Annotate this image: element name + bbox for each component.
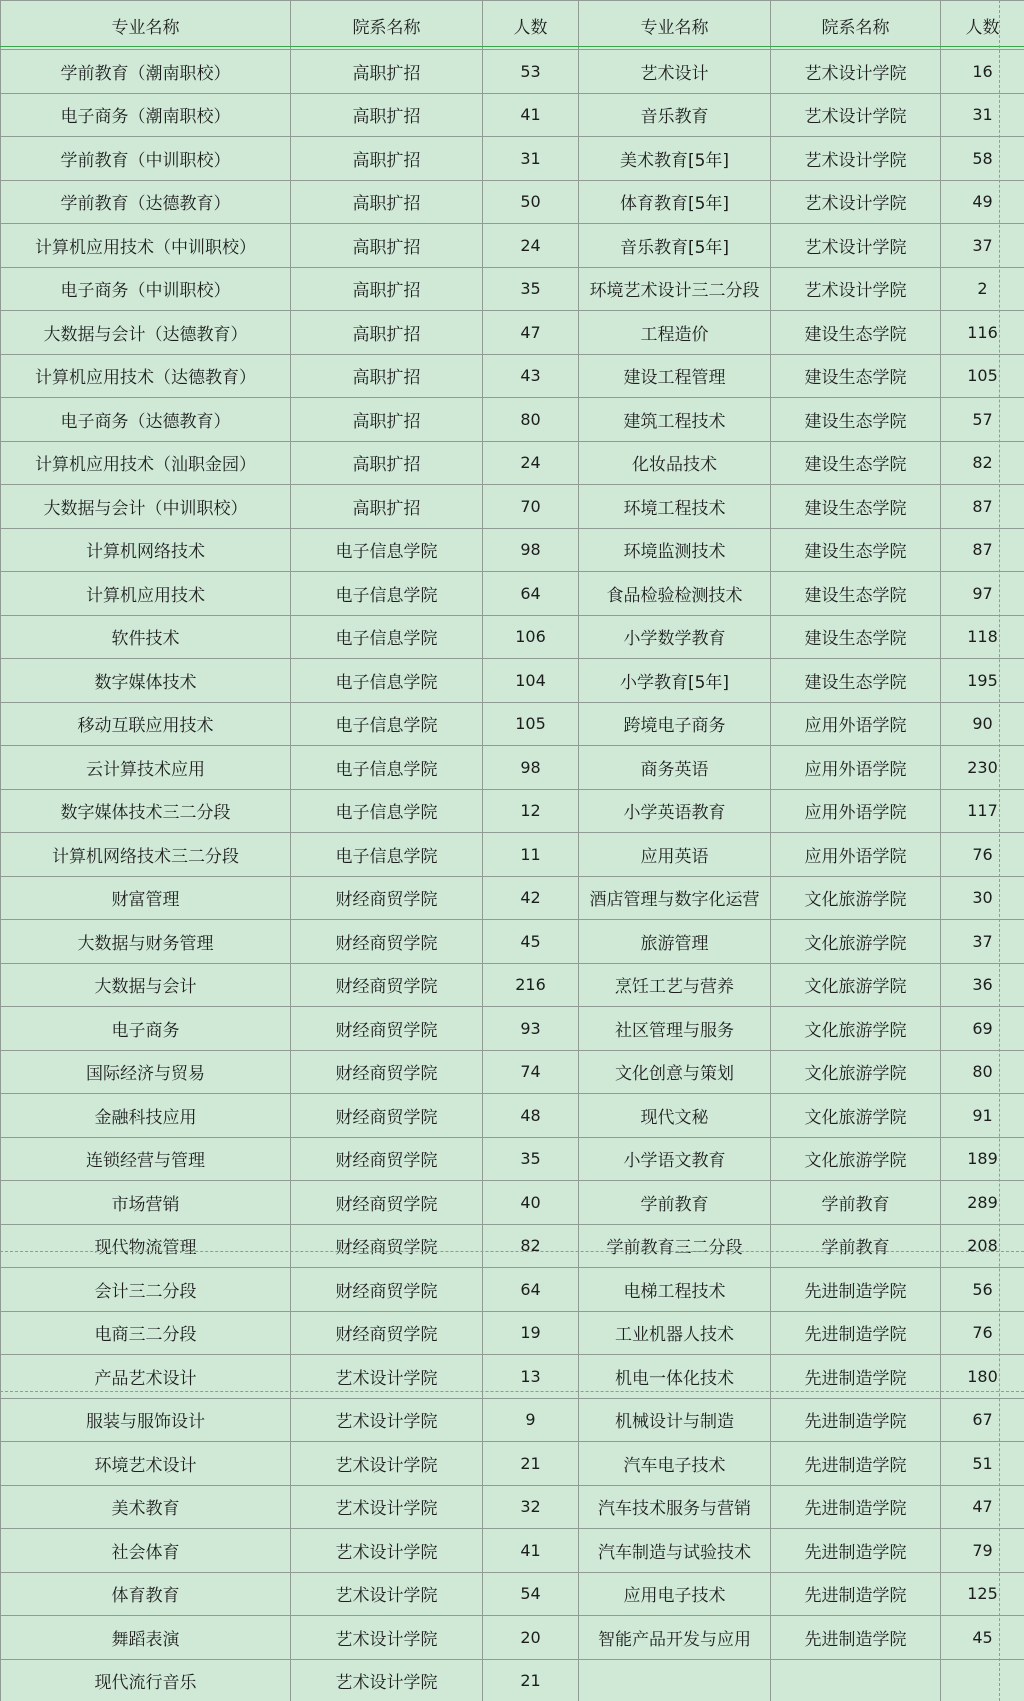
cell-major-left: 现代流行音乐 — [1, 1659, 291, 1701]
cell-major-right: 环境工程技术 — [579, 485, 771, 529]
cell-department-left: 高职扩招 — [291, 50, 483, 94]
cell-department-right: 应用外语学院 — [771, 833, 941, 877]
table-body — [1, 1, 1024, 1701]
table-row — [1, 659, 1024, 703]
cell-department-right: 先进制造学院 — [771, 1355, 941, 1399]
cell-department-right: 建设生态学院 — [771, 528, 941, 572]
cell-count-left: 9 — [483, 1398, 579, 1442]
cell-major-left: 社会体育 — [1, 1529, 291, 1573]
cell-count-left: 216 — [483, 963, 579, 1007]
cell-major-right: 小学数学教育 — [579, 615, 771, 659]
cell-count-right: 76 — [941, 833, 1024, 877]
cell-count-right: 180 — [941, 1355, 1024, 1399]
cell-major-right: 食品检验检测技术 — [579, 572, 771, 616]
cell-count-left: 32 — [483, 1485, 579, 1529]
cell-department-right: 应用外语学院 — [771, 789, 941, 833]
cell-count-left: 82 — [483, 1224, 579, 1268]
cell-count-left: 45 — [483, 920, 579, 964]
cell-department-left: 高职扩招 — [291, 180, 483, 224]
table-row — [1, 876, 1024, 920]
cell-count-left: 19 — [483, 1311, 579, 1355]
cell-major-left: 计算机应用技术（达德教育） — [1, 354, 291, 398]
cell-count-left: 106 — [483, 615, 579, 659]
header-count-left: 人数 — [483, 1, 579, 50]
cell-count-right: 117 — [941, 789, 1024, 833]
cell-major-right: 电梯工程技术 — [579, 1268, 771, 1312]
cell-count-left: 31 — [483, 137, 579, 181]
table-row — [1, 137, 1024, 181]
cell-major-right: 建筑工程技术 — [579, 398, 771, 442]
table-row — [1, 267, 1024, 311]
cell-major-right: 音乐教育[5年] — [579, 224, 771, 268]
cell-major-left: 数字媒体技术三二分段 — [1, 789, 291, 833]
cell-department-left: 艺术设计学院 — [291, 1442, 483, 1486]
table-row — [1, 615, 1024, 659]
table-row — [1, 1442, 1024, 1486]
cell-major-left: 市场营销 — [1, 1181, 291, 1225]
cell-count-right: 87 — [941, 485, 1024, 529]
cell-count-left: 21 — [483, 1659, 579, 1701]
cell-major-right: 汽车制造与试验技术 — [579, 1529, 771, 1573]
cell-count-right: 80 — [941, 1050, 1024, 1094]
cell-department-right: 艺术设计学院 — [771, 224, 941, 268]
cell-department-left: 财经商贸学院 — [291, 1181, 483, 1225]
cell-department-left: 财经商贸学院 — [291, 1007, 483, 1051]
cell-department-left: 高职扩招 — [291, 354, 483, 398]
cell-department-left: 财经商贸学院 — [291, 1050, 483, 1094]
cell-count-right: 31 — [941, 93, 1024, 137]
cell-major-left: 电子商务（中训职校） — [1, 267, 291, 311]
cell-major-left: 大数据与会计 — [1, 963, 291, 1007]
cell-department-right: 艺术设计学院 — [771, 50, 941, 94]
cell-department-right: 艺术设计学院 — [771, 267, 941, 311]
cell-count-left: 53 — [483, 50, 579, 94]
cell-department-right: 艺术设计学院 — [771, 93, 941, 137]
cell-department-left: 财经商贸学院 — [291, 1311, 483, 1355]
cell-department-left: 高职扩招 — [291, 485, 483, 529]
cell-major-right: 烹饪工艺与营养 — [579, 963, 771, 1007]
cell-major-left: 现代物流管理 — [1, 1224, 291, 1268]
cell-department-right: 建设生态学院 — [771, 485, 941, 529]
cell-count-left: 74 — [483, 1050, 579, 1094]
cell-major-right: 跨境电子商务 — [579, 702, 771, 746]
table-row — [1, 93, 1024, 137]
table-row — [1, 1398, 1024, 1442]
cell-department-right: 先进制造学院 — [771, 1529, 941, 1573]
cell-major-left: 环境艺术设计 — [1, 1442, 291, 1486]
cell-department-right: 先进制造学院 — [771, 1268, 941, 1312]
cell-department-right: 先进制造学院 — [771, 1398, 941, 1442]
cell-count-right: 208 — [941, 1224, 1024, 1268]
table-row — [1, 528, 1024, 572]
cell-count-right: 91 — [941, 1094, 1024, 1138]
cell-major-right: 文化创意与策划 — [579, 1050, 771, 1094]
table-row — [1, 789, 1024, 833]
header-department-right: 院系名称 — [771, 1, 941, 50]
cell-department-right: 先进制造学院 — [771, 1572, 941, 1616]
cell-count-right: 79 — [941, 1529, 1024, 1573]
cell-count-left: 21 — [483, 1442, 579, 1486]
cell-count-left: 35 — [483, 1137, 579, 1181]
cell-department-right: 文化旅游学院 — [771, 1137, 941, 1181]
cell-department-left: 艺术设计学院 — [291, 1529, 483, 1573]
table-row — [1, 920, 1024, 964]
cell-department-right: 艺术设计学院 — [771, 137, 941, 181]
cell-count-left: 64 — [483, 572, 579, 616]
cell-department-right: 先进制造学院 — [771, 1442, 941, 1486]
cell-count-left: 64 — [483, 1268, 579, 1312]
cell-major-left: 产品艺术设计 — [1, 1355, 291, 1399]
cell-department-left: 高职扩招 — [291, 93, 483, 137]
cell-count-right: 56 — [941, 1268, 1024, 1312]
cell-major-right: 化妆品技术 — [579, 441, 771, 485]
cell-major-right: 应用电子技术 — [579, 1572, 771, 1616]
table-header-row — [1, 1, 1024, 50]
cell-department-right: 文化旅游学院 — [771, 920, 941, 964]
cell-count-right — [941, 1659, 1024, 1701]
cell-count-right: 189 — [941, 1137, 1024, 1181]
cell-major-right: 体育教育[5年] — [579, 180, 771, 224]
cell-major-left: 云计算技术应用 — [1, 746, 291, 790]
cell-count-left: 24 — [483, 441, 579, 485]
cell-major-left: 计算机应用技术 — [1, 572, 291, 616]
table-row — [1, 1050, 1024, 1094]
cell-major-left: 大数据与会计（中训职校） — [1, 485, 291, 529]
cell-department-left: 电子信息学院 — [291, 746, 483, 790]
cell-count-left: 47 — [483, 311, 579, 355]
header-major-left: 专业名称 — [1, 1, 291, 50]
cell-department-left: 电子信息学院 — [291, 528, 483, 572]
cell-major-right: 现代文秘 — [579, 1094, 771, 1138]
cell-count-left: 20 — [483, 1616, 579, 1660]
cell-count-left: 24 — [483, 224, 579, 268]
cell-count-left: 41 — [483, 1529, 579, 1573]
cell-major-right: 酒店管理与数字化运营 — [579, 876, 771, 920]
cell-count-left: 54 — [483, 1572, 579, 1616]
cell-department-right: 学前教育 — [771, 1181, 941, 1225]
cell-major-right: 机电一体化技术 — [579, 1355, 771, 1399]
cell-major-right: 小学教育[5年] — [579, 659, 771, 703]
cell-major-right: 艺术设计 — [579, 50, 771, 94]
cell-count-right: 69 — [941, 1007, 1024, 1051]
cell-major-left: 美术教育 — [1, 1485, 291, 1529]
table-row — [1, 963, 1024, 1007]
cell-major-left: 国际经济与贸易 — [1, 1050, 291, 1094]
cell-department-right: 建设生态学院 — [771, 398, 941, 442]
cell-major-left: 舞蹈表演 — [1, 1616, 291, 1660]
header-department-left: 院系名称 — [291, 1, 483, 50]
cell-count-left: 42 — [483, 876, 579, 920]
cell-count-left: 104 — [483, 659, 579, 703]
cell-count-right: 47 — [941, 1485, 1024, 1529]
cell-department-right: 建设生态学院 — [771, 659, 941, 703]
cell-major-left: 体育教育 — [1, 1572, 291, 1616]
cell-department-left: 高职扩招 — [291, 311, 483, 355]
cell-major-right: 建设工程管理 — [579, 354, 771, 398]
cell-department-left: 艺术设计学院 — [291, 1572, 483, 1616]
cell-count-left: 50 — [483, 180, 579, 224]
cell-major-left: 连锁经营与管理 — [1, 1137, 291, 1181]
header-count-right: 人数 — [941, 1, 1024, 50]
cell-count-right: 230 — [941, 746, 1024, 790]
cell-major-right: 社区管理与服务 — [579, 1007, 771, 1051]
cell-count-left: 98 — [483, 746, 579, 790]
cell-major-left: 学前教育（中训职校） — [1, 137, 291, 181]
table-row — [1, 1485, 1024, 1529]
cell-major-left: 计算机网络技术 — [1, 528, 291, 572]
table-row — [1, 1181, 1024, 1225]
cell-department-left: 艺术设计学院 — [291, 1616, 483, 1660]
cell-count-right: 118 — [941, 615, 1024, 659]
cell-major-right: 汽车技术服务与营销 — [579, 1485, 771, 1529]
cell-major-left: 电商三二分段 — [1, 1311, 291, 1355]
cell-department-left: 财经商贸学院 — [291, 1268, 483, 1312]
cell-count-left: 40 — [483, 1181, 579, 1225]
cell-department-right: 文化旅游学院 — [771, 876, 941, 920]
cell-department-left: 财经商贸学院 — [291, 1094, 483, 1138]
cell-department-right: 学前教育 — [771, 1224, 941, 1268]
cell-major-right: 环境艺术设计三二分段 — [579, 267, 771, 311]
cell-count-right: 90 — [941, 702, 1024, 746]
cell-count-right: 37 — [941, 920, 1024, 964]
cell-major-left: 大数据与会计（达德教育） — [1, 311, 291, 355]
cell-major-left: 软件技术 — [1, 615, 291, 659]
cell-department-right: 文化旅游学院 — [771, 1050, 941, 1094]
cell-count-right: 125 — [941, 1572, 1024, 1616]
table-row — [1, 1137, 1024, 1181]
cell-count-right: 30 — [941, 876, 1024, 920]
cell-department-left: 电子信息学院 — [291, 615, 483, 659]
table-row — [1, 1094, 1024, 1138]
cell-major-left: 大数据与财务管理 — [1, 920, 291, 964]
cell-count-left: 48 — [483, 1094, 579, 1138]
cell-major-right: 机械设计与制造 — [579, 1398, 771, 1442]
cell-department-right: 建设生态学院 — [771, 354, 941, 398]
cell-count-right: 76 — [941, 1311, 1024, 1355]
cell-major-right: 美术教育[5年] — [579, 137, 771, 181]
cell-department-right: 建设生态学院 — [771, 615, 941, 659]
cell-major-left: 学前教育（达德教育） — [1, 180, 291, 224]
cell-department-right: 建设生态学院 — [771, 311, 941, 355]
cell-department-right: 文化旅游学院 — [771, 963, 941, 1007]
cell-department-right: 文化旅游学院 — [771, 1007, 941, 1051]
cell-count-left: 98 — [483, 528, 579, 572]
cell-major-right: 音乐教育 — [579, 93, 771, 137]
table-row — [1, 311, 1024, 355]
cell-major-left: 服装与服饰设计 — [1, 1398, 291, 1442]
cell-major-left: 电子商务（潮南职校） — [1, 93, 291, 137]
cell-count-left: 43 — [483, 354, 579, 398]
cell-major-left: 计算机应用技术（汕职金园） — [1, 441, 291, 485]
cell-count-right: 105 — [941, 354, 1024, 398]
cell-count-left: 70 — [483, 485, 579, 529]
cell-department-right: 先进制造学院 — [771, 1485, 941, 1529]
cell-department-left: 财经商贸学院 — [291, 876, 483, 920]
table-row — [1, 224, 1024, 268]
cell-department-left: 财经商贸学院 — [291, 963, 483, 1007]
cell-department-left: 高职扩招 — [291, 267, 483, 311]
cell-count-right: 51 — [941, 1442, 1024, 1486]
cell-department-left: 艺术设计学院 — [291, 1659, 483, 1701]
cell-department-right: 先进制造学院 — [771, 1616, 941, 1660]
cell-department-right: 应用外语学院 — [771, 702, 941, 746]
cell-count-right: 82 — [941, 441, 1024, 485]
cell-major-right: 环境监测技术 — [579, 528, 771, 572]
table-row — [1, 1529, 1024, 1573]
table-row — [1, 485, 1024, 529]
cell-major-right: 应用英语 — [579, 833, 771, 877]
cell-major-left: 会计三二分段 — [1, 1268, 291, 1312]
cell-major-left: 数字媒体技术 — [1, 659, 291, 703]
cell-count-right: 195 — [941, 659, 1024, 703]
cell-department-right: 先进制造学院 — [771, 1311, 941, 1355]
table-row — [1, 1224, 1024, 1268]
cell-count-left: 41 — [483, 93, 579, 137]
cell-department-left: 艺术设计学院 — [291, 1398, 483, 1442]
cell-department-left: 电子信息学院 — [291, 572, 483, 616]
cell-department-left: 电子信息学院 — [291, 702, 483, 746]
cell-department-left: 艺术设计学院 — [291, 1485, 483, 1529]
table-row — [1, 1355, 1024, 1399]
cell-department-right: 文化旅游学院 — [771, 1094, 941, 1138]
table-row — [1, 354, 1024, 398]
cell-count-left: 13 — [483, 1355, 579, 1399]
cell-major-right: 汽车电子技术 — [579, 1442, 771, 1486]
table-row — [1, 1007, 1024, 1051]
table-row — [1, 833, 1024, 877]
cell-department-left: 电子信息学院 — [291, 789, 483, 833]
cell-count-right: 37 — [941, 224, 1024, 268]
table-row — [1, 702, 1024, 746]
cell-count-right: 67 — [941, 1398, 1024, 1442]
cell-count-left: 35 — [483, 267, 579, 311]
table-row — [1, 180, 1024, 224]
cell-major-right: 小学英语教育 — [579, 789, 771, 833]
table-row — [1, 398, 1024, 442]
cell-count-right: 97 — [941, 572, 1024, 616]
cell-department-right — [771, 1659, 941, 1701]
cell-major-right: 工程造价 — [579, 311, 771, 355]
cell-department-left: 高职扩招 — [291, 441, 483, 485]
cell-department-left: 财经商贸学院 — [291, 1137, 483, 1181]
cell-department-right: 建设生态学院 — [771, 572, 941, 616]
table-row — [1, 1616, 1024, 1660]
cell-count-right: 2 — [941, 267, 1024, 311]
cell-department-right: 艺术设计学院 — [771, 180, 941, 224]
cell-major-left: 移动互联应用技术 — [1, 702, 291, 746]
cell-count-right: 87 — [941, 528, 1024, 572]
table-row — [1, 572, 1024, 616]
table-row — [1, 50, 1024, 94]
cell-count-left: 105 — [483, 702, 579, 746]
cell-major-right: 学前教育 — [579, 1181, 771, 1225]
header-major-right: 专业名称 — [579, 1, 771, 50]
cell-major-left: 金融科技应用 — [1, 1094, 291, 1138]
table-row — [1, 1572, 1024, 1616]
cell-department-left: 财经商贸学院 — [291, 920, 483, 964]
cell-major-right: 旅游管理 — [579, 920, 771, 964]
cell-count-left: 11 — [483, 833, 579, 877]
cell-count-right: 289 — [941, 1181, 1024, 1225]
cell-count-right: 16 — [941, 50, 1024, 94]
table-row — [1, 1659, 1024, 1701]
cell-count-left: 12 — [483, 789, 579, 833]
cell-department-left: 高职扩招 — [291, 224, 483, 268]
cell-count-right: 57 — [941, 398, 1024, 442]
cell-count-right: 49 — [941, 180, 1024, 224]
cell-major-left: 学前教育（潮南职校） — [1, 50, 291, 94]
cell-department-right: 应用外语学院 — [771, 746, 941, 790]
cell-department-left: 艺术设计学院 — [291, 1355, 483, 1399]
cell-count-right: 116 — [941, 311, 1024, 355]
cell-major-left: 计算机应用技术（中训职校） — [1, 224, 291, 268]
table-row — [1, 746, 1024, 790]
cell-major-right: 小学语文教育 — [579, 1137, 771, 1181]
table-row — [1, 1268, 1024, 1312]
cell-count-right: 58 — [941, 137, 1024, 181]
cell-department-left: 高职扩招 — [291, 137, 483, 181]
cell-count-right: 45 — [941, 1616, 1024, 1660]
cell-major-right: 商务英语 — [579, 746, 771, 790]
cell-major-right: 智能产品开发与应用 — [579, 1616, 771, 1660]
cell-major-left: 电子商务（达德教育） — [1, 398, 291, 442]
cell-count-left: 93 — [483, 1007, 579, 1051]
cell-department-left: 财经商贸学院 — [291, 1224, 483, 1268]
cell-major-left: 电子商务 — [1, 1007, 291, 1051]
cell-major-right: 学前教育三二分段 — [579, 1224, 771, 1268]
table-row — [1, 1311, 1024, 1355]
table-row — [1, 441, 1024, 485]
cell-count-left: 80 — [483, 398, 579, 442]
cell-department-left: 电子信息学院 — [291, 833, 483, 877]
cell-major-left: 财富管理 — [1, 876, 291, 920]
cell-department-left: 电子信息学院 — [291, 659, 483, 703]
cell-major-right: 工业机器人技术 — [579, 1311, 771, 1355]
cell-count-right: 36 — [941, 963, 1024, 1007]
cell-department-left: 高职扩招 — [291, 398, 483, 442]
cell-major-right — [579, 1659, 771, 1701]
cell-major-left: 计算机网络技术三二分段 — [1, 833, 291, 877]
cell-department-right: 建设生态学院 — [771, 441, 941, 485]
